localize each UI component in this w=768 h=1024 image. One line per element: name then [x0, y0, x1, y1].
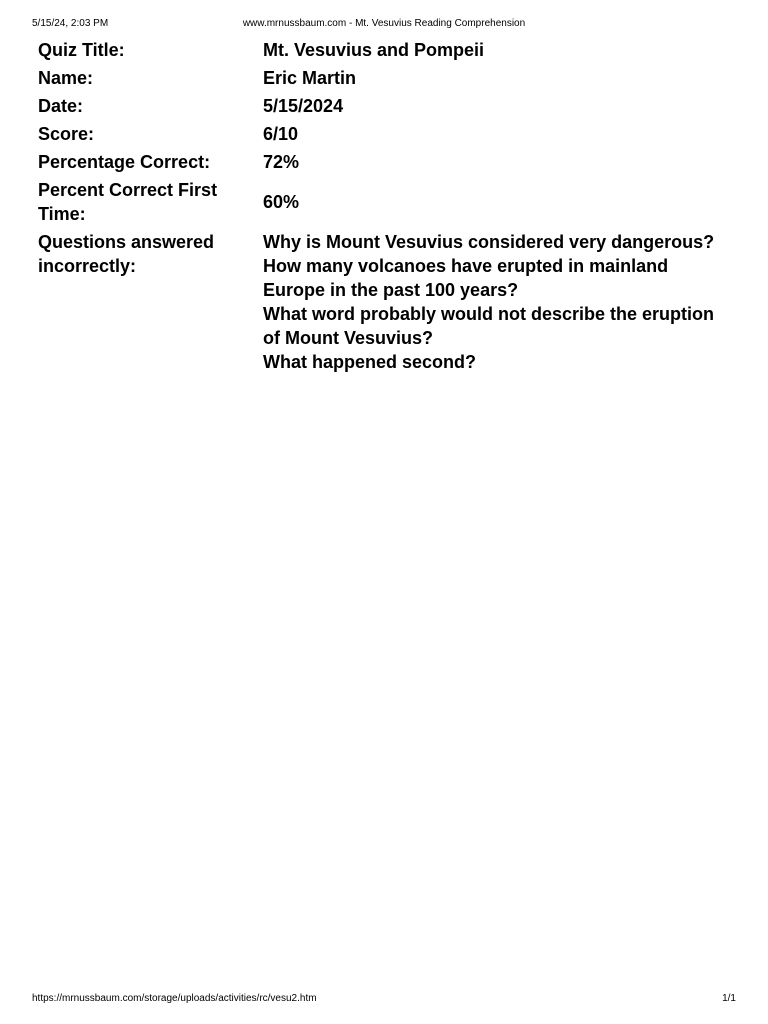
- quiz-results-table: [38, 38, 718, 378]
- percentage-value: 72%: [263, 152, 300, 172]
- incorrect-question-list: [263, 230, 718, 374]
- incorrect-label: Questions answered incorrectly:: [38, 232, 215, 276]
- incorrect-question-item: What happened second?: [263, 352, 477, 372]
- incorrect-question-item: How many volcanoes have erupted in mainland Europe in the past 100 years?: [263, 256, 669, 300]
- first-time-row: [38, 178, 718, 230]
- first-time-value: 60%: [263, 192, 300, 212]
- print-page-title: www.mrnussbaum.com - Mt. Vesuvius Reading Comprehension: [242, 18, 526, 29]
- incorrect-questions-cell: [262, 230, 718, 378]
- quiz-title-value: Mt. Vesuvius and Pompeii: [263, 40, 485, 60]
- name-value: Eric Martin: [263, 68, 357, 88]
- incorrect-question-item: What word probably would not describe the eruption of Mount Vesuvius?: [263, 304, 715, 348]
- percentage-row: [38, 150, 718, 178]
- percentage-label: Percentage Correct:: [38, 152, 211, 172]
- print-header: [32, 18, 736, 32]
- score-value: 6/10: [263, 124, 299, 144]
- name-label: Name:: [38, 68, 94, 88]
- incorrect-question-item: Why is Mount Vesuvius considered very dangerous?: [263, 232, 715, 252]
- incorrect-row: [38, 230, 718, 378]
- name-row: [38, 66, 718, 94]
- score-row: [38, 122, 718, 150]
- date-label: Date:: [38, 96, 84, 116]
- date-row: [38, 94, 718, 122]
- first-time-label: Percent Correct First Time:: [38, 180, 218, 224]
- quiz-title-label: Quiz Title:: [38, 40, 125, 60]
- print-datetime: 5/15/24, 2:03 PM: [32, 18, 109, 29]
- print-url: https://mrnussbaum.com/storage/uploads/activities/rc/vesu2.htm: [32, 993, 317, 1004]
- date-value: 5/15/2024: [263, 96, 344, 116]
- score-label: Score:: [38, 124, 95, 144]
- print-page-number: 1/1: [722, 993, 736, 1004]
- print-footer: [32, 993, 736, 1007]
- quiz-title-row: [38, 38, 718, 66]
